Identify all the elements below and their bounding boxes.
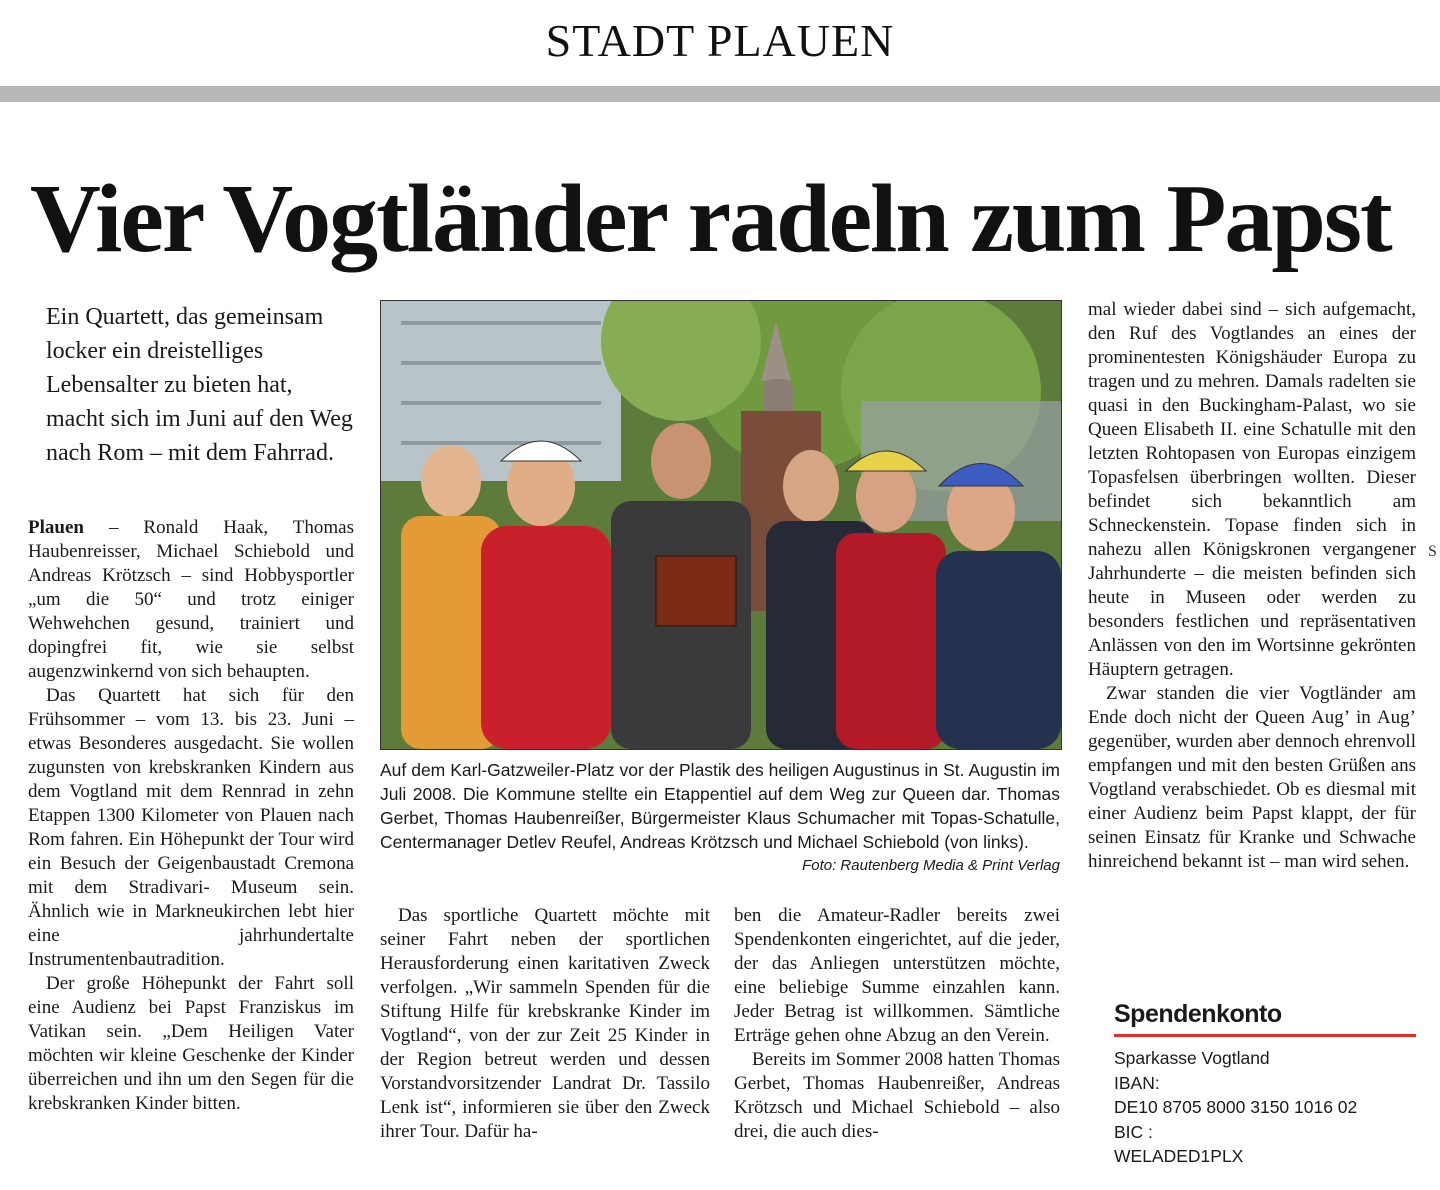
iban-value: DE10 8705 8000 3150 1016 02 <box>1114 1097 1358 1117</box>
article-column-3 <box>734 904 1060 1144</box>
paragraph: Das Quartett hat sich für den Frühsommer – vom 13. bis 23. Juni – etwas Besonderes ausgedacht. Sie wollen zugunsten von krebskranken Kindern aus dem Vogtland mit dem Rennrad in zehn Etappen 1300 Kilometer von Plauen nach Rom fahren. Ein Höhepunkt der Tour wird ein Besuch der Geigenbaustadt Cremona mit dem Stradivari- Museum sein. Ähnlich wie in Markneukirchen lebt hier eine jahrhundertalte Instrumentenbautradition. <box>28 685 354 970</box>
photo-illustration <box>381 301 1061 749</box>
sidebar-title: Spendenkonto <box>1114 1000 1282 1028</box>
article-column-2 <box>380 904 710 1144</box>
photo-credit: Foto: Rautenberg Media & Print Verlag <box>802 857 1060 874</box>
intro-text: Ein Quartett, das gemeinsam locker ein dreistelliges Lebensalter zu bieten hat, macht sich im Juni auf den Weg nach Rom – mit dem Fahrrad. <box>46 304 353 466</box>
bic-value: WELADED1PLX <box>1114 1146 1244 1166</box>
iban-label: IBAN: <box>1114 1072 1160 1093</box>
adjacent-article-edge: S <box>1428 543 1437 560</box>
dateline: Plauen <box>28 517 84 538</box>
section-divider <box>0 86 1440 102</box>
photo-caption <box>380 758 1060 878</box>
paragraph: Bereits im Sommer 2008 hatten Thomas Gerbet, Thomas Haubenreißer, Andreas Krötzsch und Michael Schiebold – also drei, die auch dies- <box>734 1049 1060 1142</box>
bank-name: Sparkasse Vogtland <box>1114 1048 1270 1068</box>
sidebar-divider <box>1114 1034 1416 1037</box>
section-title: STADT PLAUEN <box>545 15 895 66</box>
bic-label: BIC : <box>1114 1121 1153 1142</box>
paragraph: Das sportliche Quartett möchte mit seiner Fahrt neben der sportlichen Herausforderung einen karitativen Zweck verfolgen. „Wir sammeln Spenden für die Stiftung Hilfe für krebskranke Kinder im Vogtland“, von der zur Zeit 25 Kinder in der Region betreut werden und dessen Vorstandvorsitzender Landrat Dr. Tassilo Lenk ist“, informieren sie über den Zweck ihrer Tour. Dafür ha- <box>380 905 710 1142</box>
paragraph: Zwar standen die vier Vogtländer am Ende doch nicht der Queen Aug’ in Aug’ gegenüber, wurden aber dennoch ehrenvoll empfangen und mit den besten Grüßen ans Vogtland verabschiedet. Ob es diesmal mit einer Audienz beim Papst klappt, der für seinen Einsatz für Kranke und Schwache hinreichend bekannt ist – man wird sehen. <box>1088 683 1416 872</box>
paragraph <box>28 516 354 684</box>
paragraph-text: – Ronald Haak, Thomas Haubenreisser, Michael Schiebold und Andreas Krötzsch – sind Hobbysportler „um die 50“ und trotz einiger Wehwehchen gesund, trainiert und dopingfrei fit, wie sie selbst augenzwinkernd von sich behaupten. <box>28 517 354 682</box>
article-photo <box>380 300 1062 750</box>
donation-account <box>1114 1046 1414 1169</box>
paragraph: Der große Höhepunkt der Fahrt soll eine Audienz bei Papst Franziskus im Vatikan sein. „Dem Heiligen Vater möchten wir kleine Geschenke der Kinder überreichen und ihn um den Segen für die krebskranken Kinder bitten. <box>28 973 354 1114</box>
paragraph: mal wieder dabei sind – sich aufgemacht, den Ruf des Vogtlandes an eines der prominentesten Königshäuder Europa zu tragen und zu mehren. Damals radelten sie quasi in den Buckingham-Palast, wo sie Queen Elisabeth II. eine Schatulle mit den letzten Rohtopasen von Europas einzigem Topasfelsen überbringen wollten. Dieser befindet sich bekanntlich am Schneckenstein. Topase finden sich in nahezu allen Königskronen vergangener Jahrhunderte – die meisten befinden sich heute in Museen oder werden zu besonders festlichen und repräsentativen Anlässen von den im Wortsinne gekrönten Häuptern getragen. <box>1088 299 1416 680</box>
article-column-4 <box>1088 298 1416 874</box>
caption-text: Auf dem Karl-Gatzweiler-Platz vor der Plastik des heiligen Augustinus in St. Augustin im Juli 2008. Die Kommune stellte ein Etappentiel auf dem Weg zur Queen dar. Thomas Gerbet, Thomas Haubenreißer, Bürgermeister Klaus Schumacher mit Topas-Schatulle, Centermanager Detlev Reufel, Andreas Krötzsch und Michael Schiebold (von links). <box>380 760 1060 852</box>
headline: Vier Vogtländer radeln zum Papst <box>30 165 1391 273</box>
paragraph: ben die Amateur-Radler bereits zwei Spendenkonten eingerichtet, auf die jeder, der das Anliegen unterstützen möchte, eine beliebige Summe einzahlen kann. Jeder Betrag ist willkommen. Sämtliche Erträge gehen ohne Abzug an den Verein. <box>734 905 1060 1046</box>
article-column-1 <box>28 516 354 1116</box>
